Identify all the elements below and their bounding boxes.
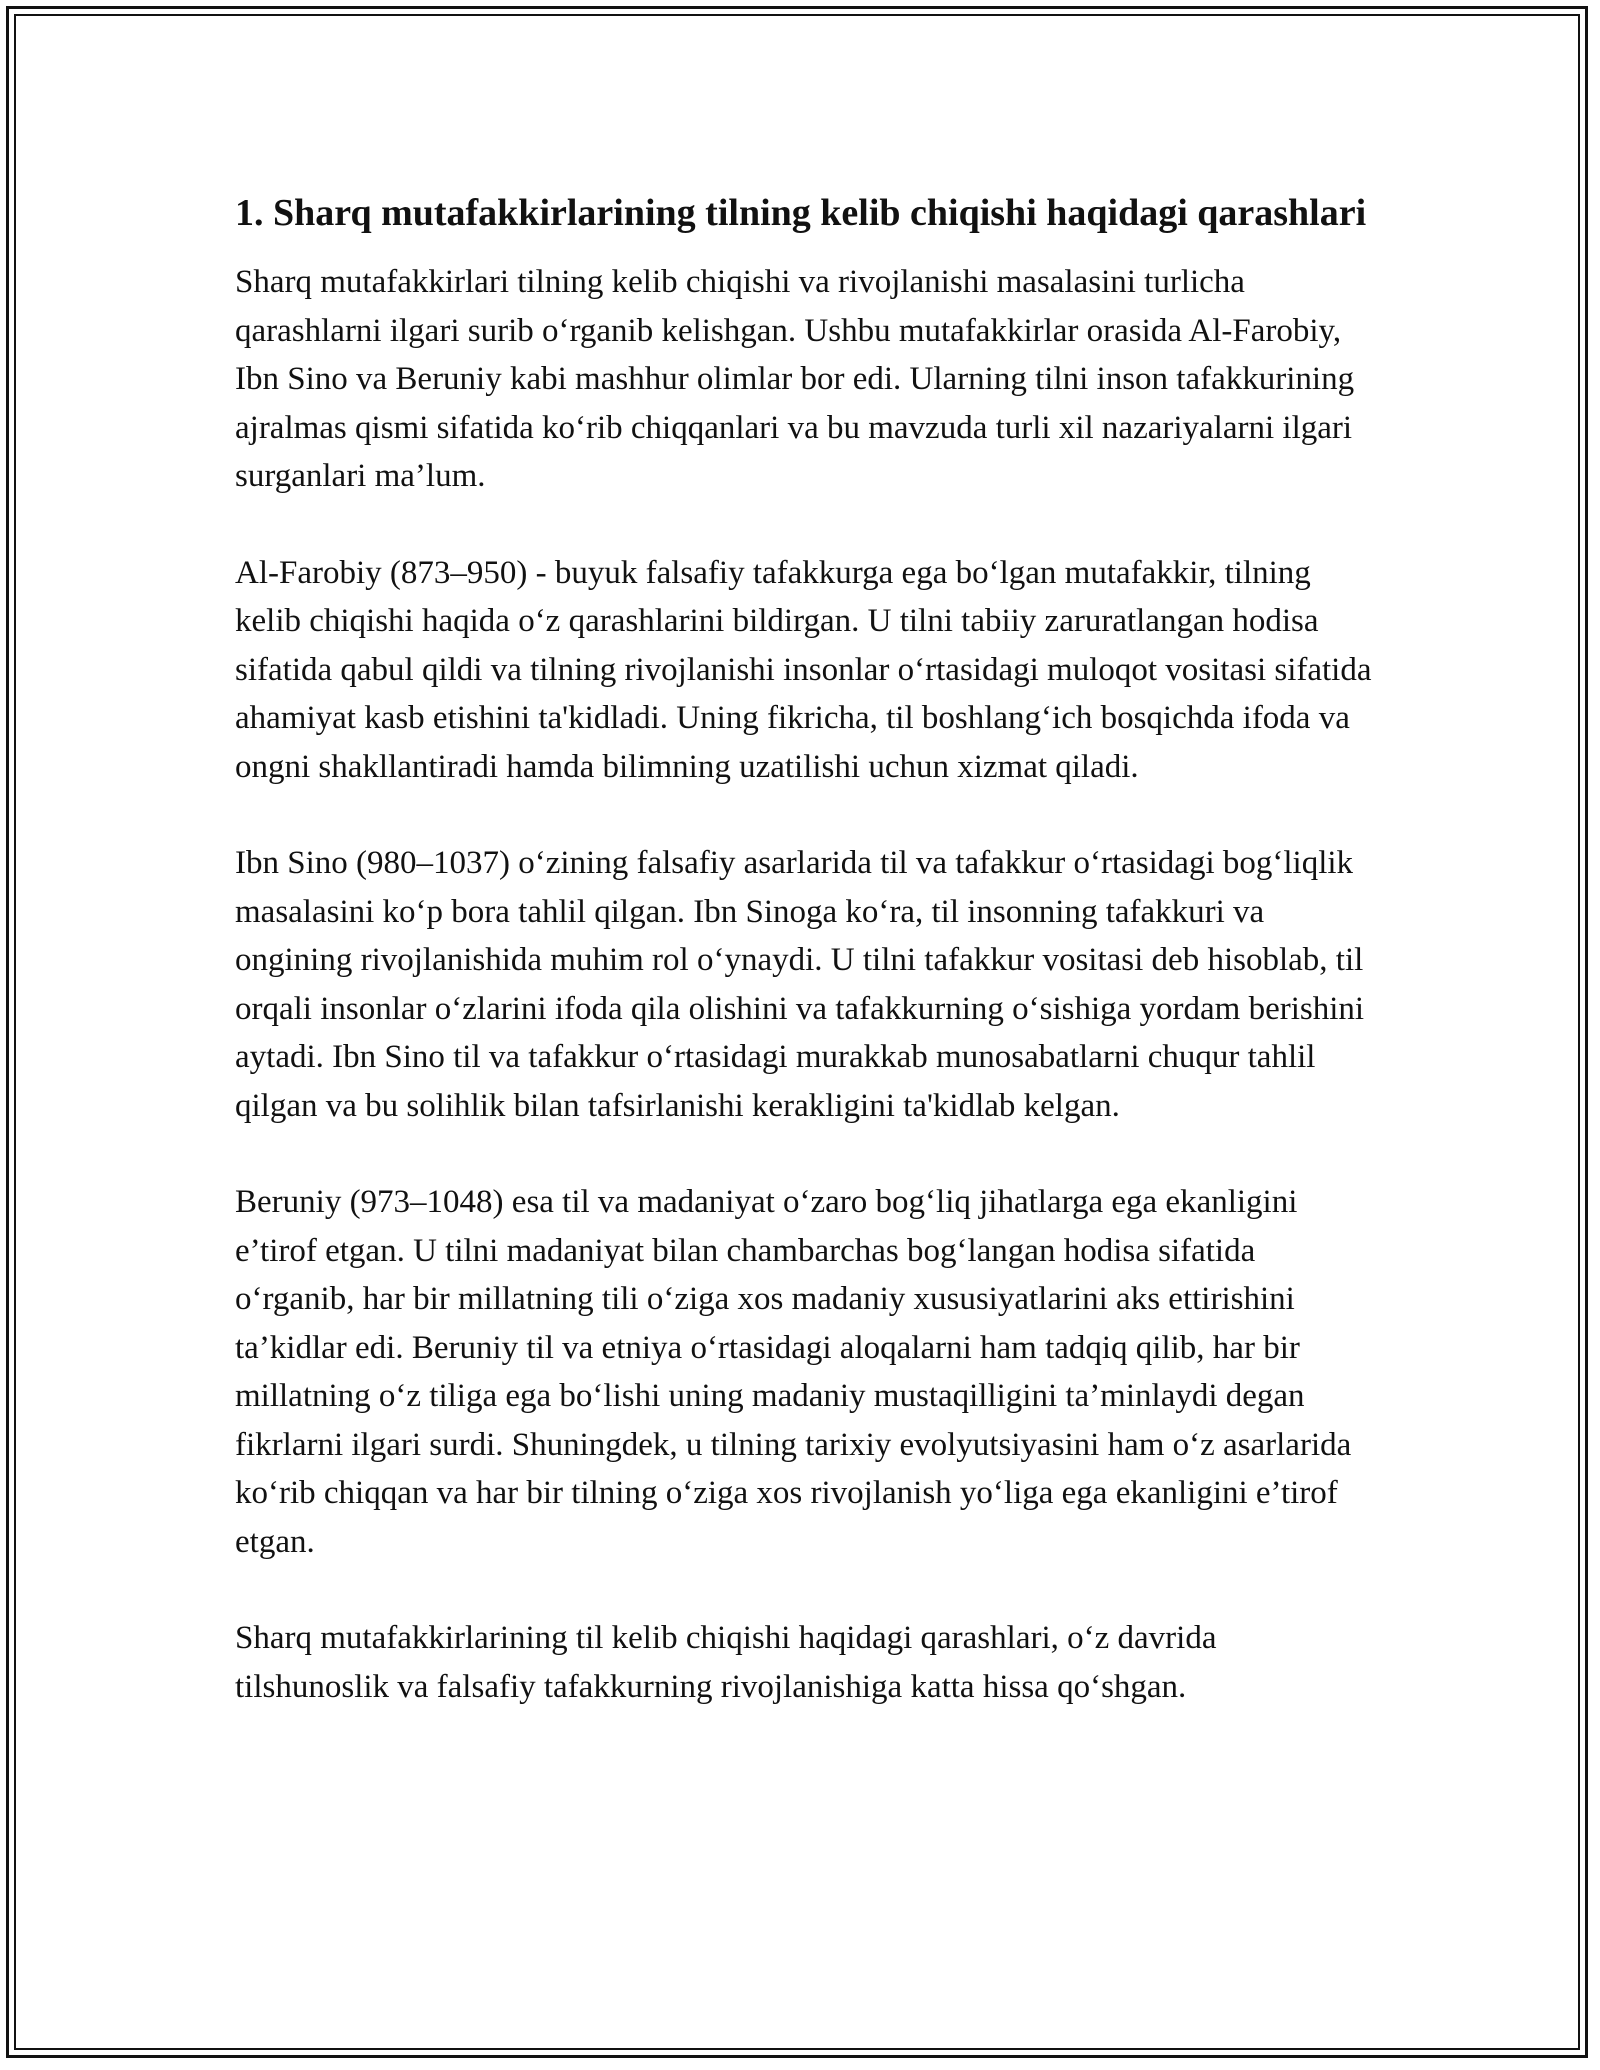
- paragraph-intro: Sharq mutafakkirlari tilning kelib chiqishi va rivojlanishi masalasini turlicha qarashlarni ilgari surib o‘rganib kelishgan. Ushbu mutafakkirlar orasida Al-Farobiy, Ibn Sino va Beruniy kabi mashhur olimlar bor edi. Ularning tilni inson tafakkurining ajralmas qismi sifatida ko‘rib chiqqanlari va bu mavzuda turli xil nazariyalarni ilgari surganlari ma’lum.: [235, 264, 1355, 494]
- paragraph-al-farobiy: Al-Farobiy (873–950) - buyuk falsafiy tafakkurga ega bo‘lgan mutafakkir, tilning kelib chiqishi haqida o‘z qarashlarini bildirgan. U tilni tabiiy zaruratlangan hodisa sifatida qabul qildi va tilning rivojlanishi insonlar o‘rtasidagi muloqot vositasi sifatida ahamiyat kasb etishini ta'kidladi. Uning fikricha, til boshlang‘ich bosqichda ifoda va ongni shakllantiradi hamda bilimning uzatilishi uchun xizmat qiladi.: [235, 554, 1372, 785]
- paragraph-conclusion: Sharq mutafakkirlarining til kelib chiqishi haqidagi qarashlari, o‘z davrida tilshunoslik va falsafiy tafakkurning rivojlanishiga katta hissa qo‘shgan.: [235, 1620, 1217, 1705]
- section-heading: 1. Sharq mutafakkirlarining tilning kelib chiqishi haqidagi qarashlari: [235, 192, 1367, 234]
- paragraph-beruniy: Beruniy (973–1048) esa til va madaniyat o‘zaro bog‘liq jihatlarga ega ekanligini e’tirof etgan. U tilni madaniyat bilan chambarchas bog‘langan hodisa sifatida o‘rganib, har bir millatning tili o‘ziga xos madaniy xususiyatlarini aks ettirishini ta’kidlar edi. Beruniy til va etniya o‘rtasidagi aloqalarni ham tadqiq qilib, har bir millatning o‘z tiliga ega bo‘lishi uning madaniy mustaqilligini ta’minlaydi degan fikrlarni ilgari surdi. Shuningdek, u tilning tarixiy evolyutsiyasini ham o‘z asarlarida ko‘rib chiqqan va har bir tilning o‘ziga xos rivojlanish yo‘liga ega ekanligini e’tirof etgan.: [235, 1184, 1352, 1560]
- document-body: [235, 186, 1375, 1711]
- paragraph-ibn-sino: Ibn Sino (980–1037) o‘zining falsafiy asarlarida til va tafakkur o‘rtasidagi bog‘liqlik masalasini ko‘p bora tahlil qilgan. Ibn Sinoga ko‘ra, til insonning tafakkuri va ongining rivojlanishida muhim rol o‘ynaydi. U tilni tafakkur vositasi deb hisoblab, til orqali insonlar o‘zlarini ifoda qila olishini va tafakkurning o‘sishiga yordam berishini aytadi. Ibn Sino til va tafakkur o‘rtasidagi murakkab munosabatlarni chuqur tahlil qilgan va bu solihlik bilan tafsirlanishi kerakligini ta'kidlab kelgan.: [235, 845, 1365, 1124]
